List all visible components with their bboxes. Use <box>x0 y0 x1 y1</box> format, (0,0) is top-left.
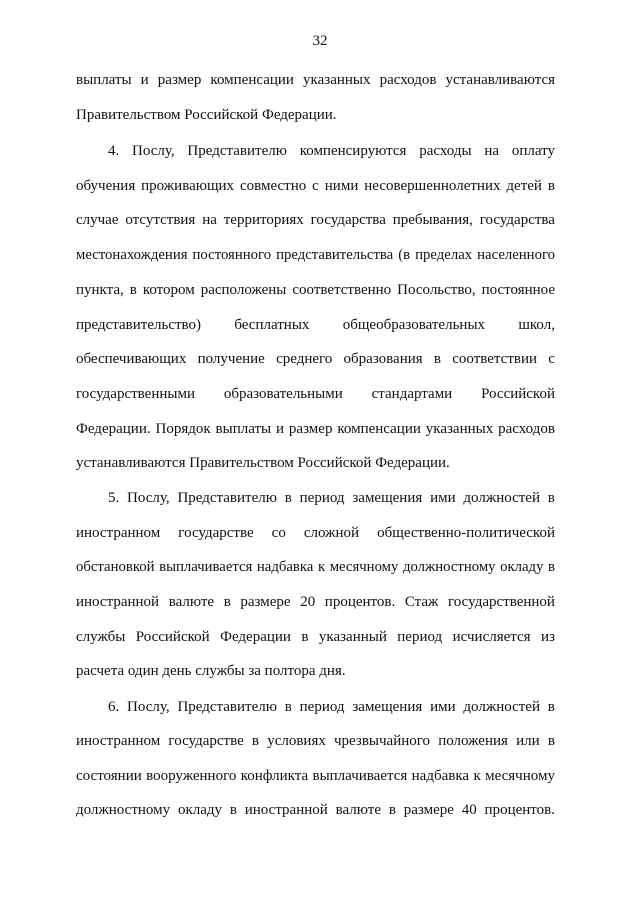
text-line: должностному окладу в иностранной валюте в размере 40 процентов. <box>76 802 555 818</box>
paragraph-4-first-line: 4. Послу, Представителю компенсируются расходы на оплату <box>108 143 555 159</box>
text-line: иностранной валюте в размере 20 процентов. Стаж государственной <box>76 594 555 610</box>
text-line: Федерации. Порядок выплаты и размер компенсации указанных расходов <box>76 421 555 437</box>
text-line: обстановкой выплачивается надбавка к месячному должностному окладу в <box>76 559 555 575</box>
text-line: государственными образовательными стандартами Российской <box>76 386 555 402</box>
text-line: иностранном государстве со сложной общественно-политической <box>76 525 555 541</box>
text-line: иностранном государстве в условиях чрезвычайного положения или в <box>76 733 555 749</box>
paragraph-5-first-line: 5. Послу, Представителю в период замещения ими должностей в <box>108 490 555 506</box>
text-line: Правительством Российской Федерации. <box>76 107 337 123</box>
text-line: обучения проживающих совместно с ними несовершеннолетних детей в <box>76 178 555 194</box>
text-line: состоянии вооруженного конфликта выплачивается надбавка к месячному <box>76 768 555 784</box>
text-line: обеспечивающих получение среднего образования в соответствии с <box>76 351 555 367</box>
text-line: случае отсутствия на территориях государства пребывания, государства <box>76 212 555 228</box>
text-line: устанавливаются Правительством Российской Федерации. <box>76 455 450 471</box>
text-line: расчета один день службы за полтора дня. <box>76 663 346 679</box>
paragraph-6-first-line: 6. Послу, Представителю в период замещения ими должностей в <box>108 699 555 715</box>
page-number: 32 <box>312 33 328 49</box>
text-line: службы Российской Федерации в указанный период исчисляется из <box>76 629 555 645</box>
text-line: выплаты и размер компенсации указанных расходов устанавливаются <box>76 72 555 88</box>
text-line: местонахождения постоянного представительства (в пределах населенного <box>76 247 555 263</box>
text-line: представительство) бесплатных общеобразовательных школ, <box>76 317 555 333</box>
text-line: пункта, в котором расположены соответственно Посольство, постоянное <box>76 282 555 298</box>
